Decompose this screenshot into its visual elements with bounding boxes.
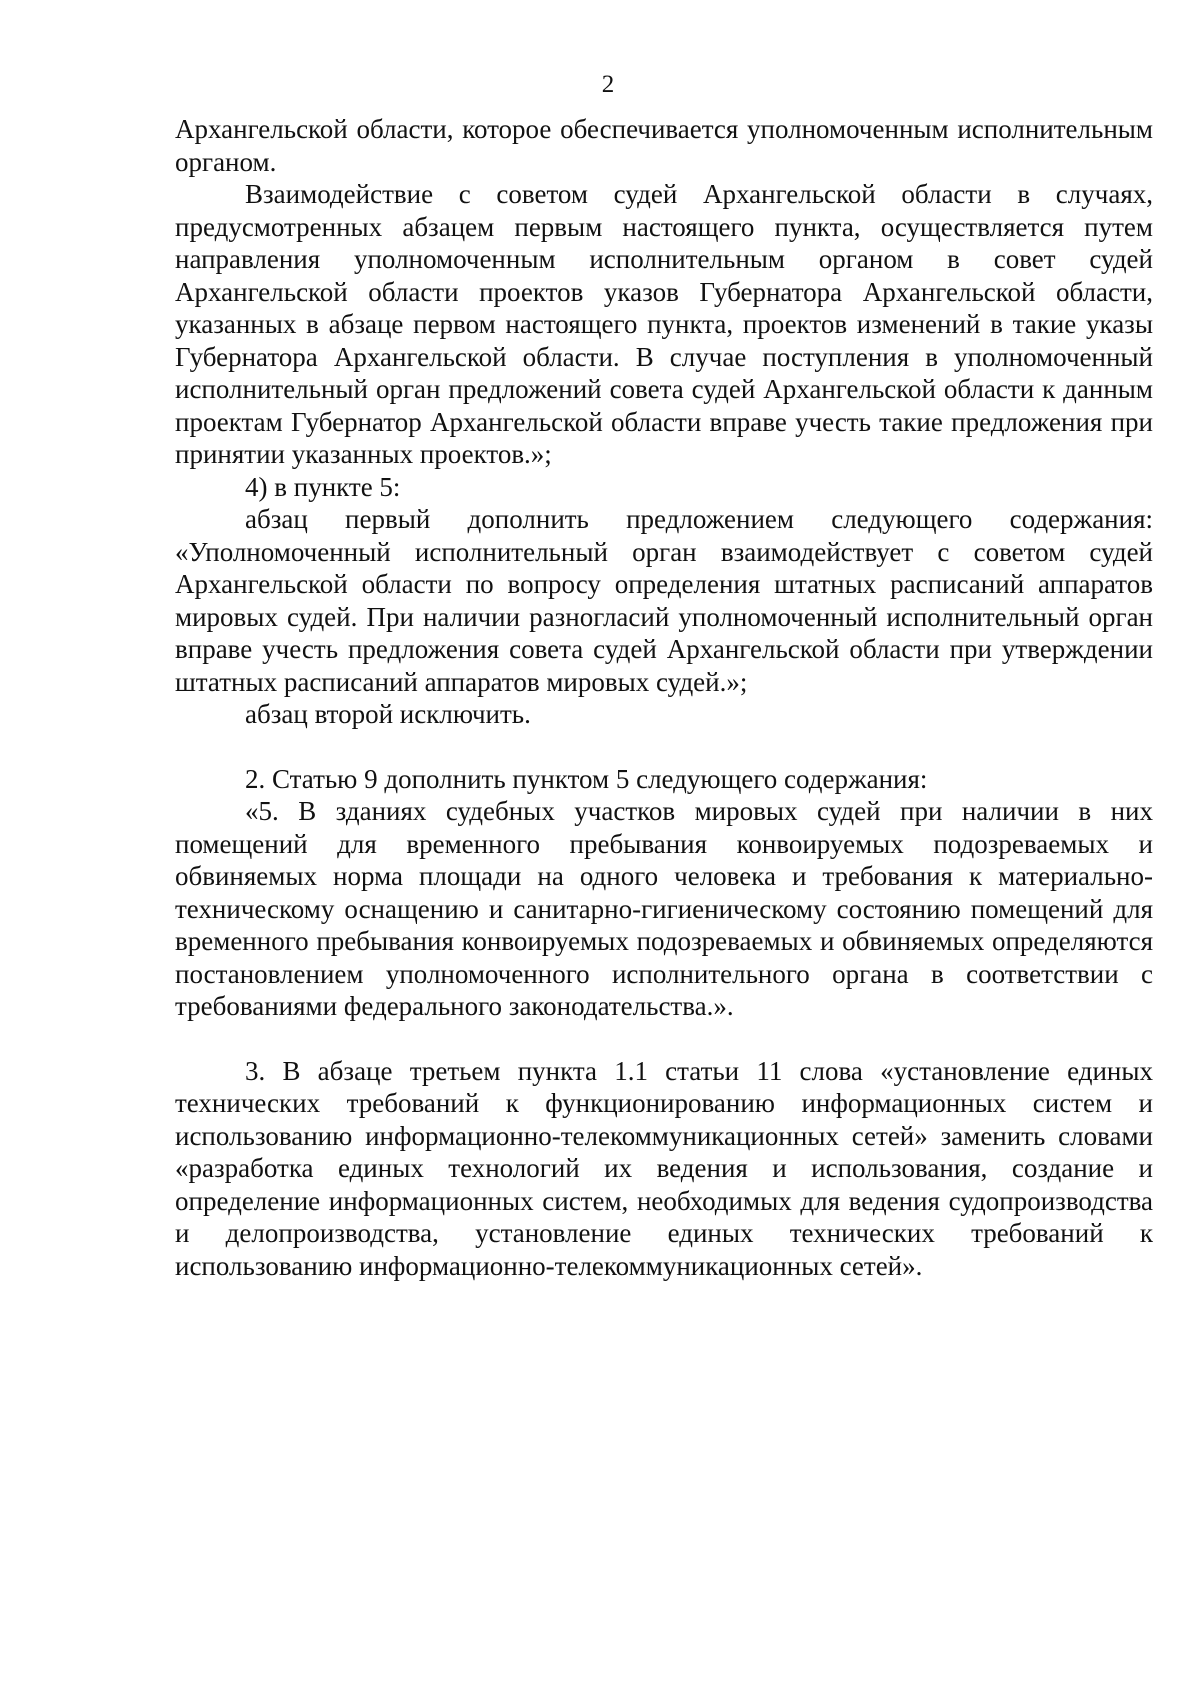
- paragraph-8: 3. В абзаце третьем пункта 1.1 статьи 11 слова «установление единых технических требований к функционированию информационных систем и использованию информационно-телекоммуникационных сетей» заменить словами «разработка единых технологий их ведения и использования, создание и определение информационных систем, необходимых для ведения судопроизводства и делопроизводства, установление единых технических требований к использованию информационно-телекоммуникационных сетей».: [175, 1055, 1153, 1281]
- paragraph-1: Архангельской области, которое обеспечивается уполномоченным исполнительным органом.: [175, 114, 1153, 177]
- paragraph-3: 4) в пункте 5:: [245, 471, 401, 502]
- paragraph-4: абзац первый дополнить предложением следующего содержания: «Уполномоченный исполнительный орган взаимодействует с советом судей Архангельской области по вопросу определения штатных расписаний аппаратов мировых судей. При наличии разногласий уполномоченный исполнительный орган вправе учесть предложения совета судей Архангельской области при утверждении штатных расписаний аппаратов мировых судей.»;: [175, 504, 1153, 697]
- page-number: 2: [601, 71, 615, 98]
- paragraph-6: 2. Статью 9 дополнить пунктом 5 следующего содержания:: [245, 763, 928, 794]
- document-body: [175, 113, 1153, 1282]
- paragraph-2: Взаимодействие с советом судей Архангельской области в случаях, предусмотренных абзацем первым настоящего пункта, осуществляется путем направления уполномоченным исполнительным органом в совет судей Архангельской области проектов указов Губернатора Архангельской области, указанных в абзаце первом настоящего пункта, проектов изменений в такие указы Губернатора Архангельской области. В случае поступления в уполномоченный исполнительный орган предложений совета судей Архангельской области к данным проектам Губернатор Архангельской области вправе учесть такие предложения при принятии указанных проектов.»;: [175, 179, 1153, 469]
- paragraph-7: «5. В зданиях судебных участков мировых судей при наличии в них помещений для временного пребывания конвоируемых подозреваемых и обвиняемых норма площади на одного человека и требования к материально-техническому оснащению и санитарно-гигиеническому состоянию помещений для временного пребывания конвоируемых подозреваемых и обвиняемых определяются постановлением уполномоченного исполнительного органа в соответствии с требованиями федерального законодательства.».: [175, 796, 1153, 1021]
- paragraph-5: абзац второй исключить.: [245, 699, 531, 729]
